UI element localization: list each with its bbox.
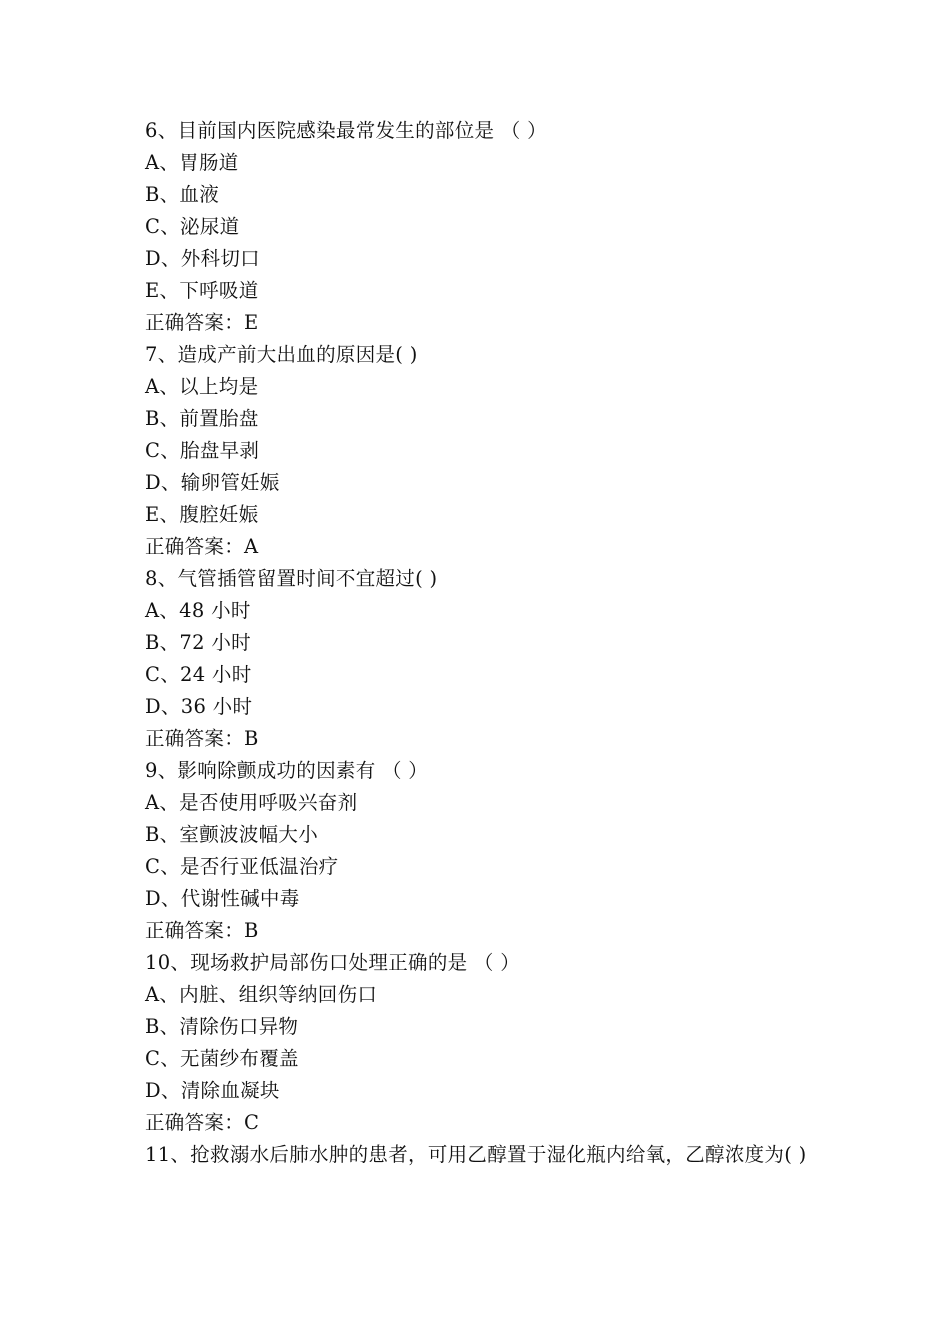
question-stem: 8、气管插管留置时间不宜超过( ) — [145, 567, 438, 590]
question-stem: 10、现场救护局部伤口处理正确的是 （ ） — [145, 951, 521, 974]
correct-answer: 正确答案：C — [145, 1111, 260, 1134]
correct-answer: 正确答案：B — [145, 919, 259, 942]
option-d: D、36 小时 — [145, 695, 253, 718]
option-d: D、输卵管妊娠 — [145, 471, 280, 494]
question-stem: 9、影响除颤成功的因素有 （ ） — [145, 759, 429, 782]
question-block — [145, 755, 825, 947]
question-block — [145, 339, 825, 563]
question-list — [145, 115, 825, 1171]
question-stem: 6、目前国内医院感染最常发生的部位是 （ ） — [145, 119, 547, 142]
option-e: E、腹腔妊娠 — [145, 503, 259, 526]
option-a: A、48 小时 — [145, 599, 251, 622]
question-stem: 7、造成产前大出血的原因是( ) — [145, 343, 418, 366]
correct-answer: 正确答案：A — [145, 535, 259, 558]
option-b: B、室颤波波幅大小 — [145, 823, 319, 846]
question-stem: 11、抢救溺水后肺水肿的患者，可用乙醇置于湿化瓶内给氧，乙醇浓度为( ) — [145, 1143, 807, 1166]
option-c: C、是否行亚低温治疗 — [145, 855, 339, 878]
option-c: C、胎盘早剥 — [145, 439, 260, 462]
option-d: D、代谢性碱中毒 — [145, 887, 300, 910]
option-a: A、是否使用呼吸兴奋剂 — [145, 791, 358, 814]
option-b: B、血液 — [145, 183, 220, 206]
option-d: D、清除血凝块 — [145, 1079, 280, 1102]
correct-answer: 正确答案：B — [145, 727, 259, 750]
option-c: C、24 小时 — [145, 663, 252, 686]
option-b: B、前置胎盘 — [145, 407, 259, 430]
question-block — [145, 1139, 825, 1171]
option-e: E、下呼吸道 — [145, 279, 259, 302]
option-c: C、无菌纱布覆盖 — [145, 1047, 299, 1070]
correct-answer: 正确答案：E — [145, 311, 259, 334]
option-a: A、以上均是 — [145, 375, 259, 398]
option-a: A、内脏、组织等纳回伤口 — [145, 983, 378, 1006]
option-a: A、胃肠道 — [145, 151, 239, 174]
option-d: D、外科切口 — [145, 247, 260, 270]
question-block — [145, 947, 825, 1139]
option-b: B、清除伤口异物 — [145, 1015, 299, 1038]
question-block — [145, 563, 825, 755]
question-block — [145, 115, 825, 339]
option-b: B、72 小时 — [145, 631, 251, 654]
option-c: C、泌尿道 — [145, 215, 240, 238]
